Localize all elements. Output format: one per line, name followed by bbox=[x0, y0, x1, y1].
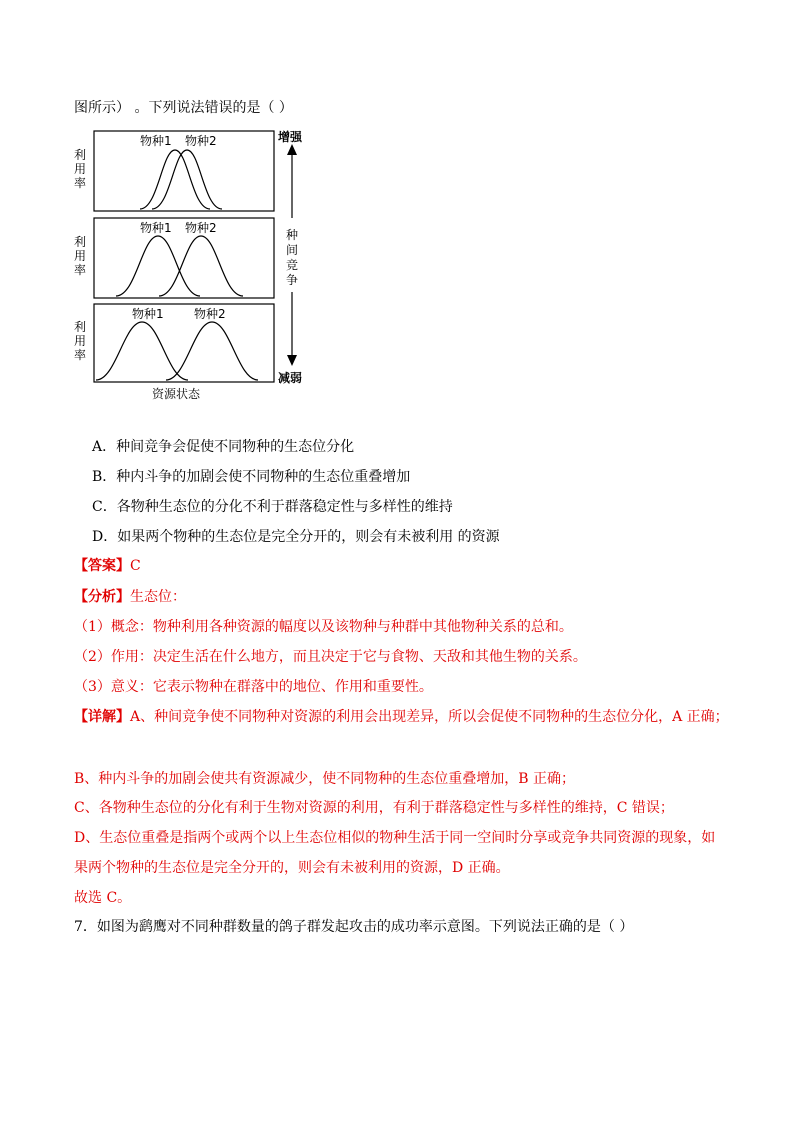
arrow-mid-label-1: 种 bbox=[286, 228, 299, 242]
panel-top-species2-label: 物种2 bbox=[185, 134, 217, 148]
answer-tag: 【答案】 bbox=[74, 558, 130, 574]
panel-top-species1-label: 物种1 bbox=[140, 134, 172, 148]
detail-a-text: A、种间竞争使不同物种对资源的利用会出现差异，所以会促使不同物种的生态位分化，A 正确； bbox=[130, 709, 729, 725]
detail-line-b: B、种内斗争的加剧会使共有资源减少，使不同物种的生态位重叠增加，B 正确； bbox=[74, 771, 576, 787]
panel-top-species1-curve bbox=[140, 150, 210, 209]
ylabel-top-2: 用 bbox=[74, 162, 87, 176]
arrow-down-icon bbox=[287, 355, 297, 366]
detail-conclusion: 故选 C。 bbox=[74, 890, 132, 906]
arrow-mid-label-3: 竞 bbox=[286, 258, 299, 272]
panel-mid-species1-label: 物种1 bbox=[140, 221, 172, 235]
panel-bot-species2-label: 物种2 bbox=[194, 307, 226, 321]
panel-bot-species2-curve bbox=[166, 322, 258, 380]
detail-line-d1: D、生态位重叠是指两个或两个以上生态位相似的物种生活于同一空间时分享或竞争共同资源的现象，如 bbox=[74, 830, 716, 846]
analysis-line bbox=[74, 588, 186, 606]
analysis-point-2: （2）作用：决定生活在什么地方，而且决定于它与食物、天敌和其他生物的关系。 bbox=[74, 649, 587, 665]
panel-middle bbox=[94, 218, 274, 298]
ylabel-bot-3: 率 bbox=[74, 348, 87, 362]
arrow-bottom-label: 减弱 bbox=[278, 371, 303, 385]
ylabel-top-1: 利 bbox=[74, 148, 87, 162]
ylabel-mid-2: 用 bbox=[74, 249, 87, 263]
option-c: C．各物种生态位的分化不利于群落稳定性与多样性的维持 bbox=[92, 499, 453, 515]
ylabel-top-3: 率 bbox=[74, 176, 87, 190]
panel-mid-species2-curve bbox=[159, 236, 243, 296]
panel-bottom bbox=[94, 304, 274, 382]
panel-top bbox=[94, 131, 274, 211]
panel-bot-species1-curve bbox=[96, 322, 188, 380]
panel-mid-species2-label: 物种2 bbox=[185, 221, 217, 235]
arrow-mid-label-4: 争 bbox=[286, 273, 299, 287]
analysis-point-1: （1）概念：物种利用各种资源的幅度以及该物种与种群中其他物种关系的总和。 bbox=[74, 619, 573, 635]
panel-mid-species1-curve bbox=[116, 236, 200, 296]
panel-bot-species1-label: 物种1 bbox=[132, 307, 164, 321]
option-d: D．如果两个物种的生态位是完全分开的，则会有未被利用 的资源 bbox=[92, 529, 500, 545]
arrow-up-icon bbox=[287, 144, 297, 155]
answer-value: C bbox=[130, 558, 141, 574]
analysis-tag: 【分析】 bbox=[74, 589, 130, 605]
option-a: A．种间竞争会促使不同物种的生态位分化 bbox=[92, 439, 355, 455]
analysis-text: 生态位： bbox=[130, 589, 186, 605]
option-b: B．种内斗争的加剧会使不同物种的生态位重叠增加 bbox=[92, 469, 411, 485]
detail-tag: 【详解】 bbox=[74, 709, 130, 725]
ylabel-mid-3: 率 bbox=[74, 263, 87, 277]
analysis-point-3: （3）意义：它表示物种在群落中的地位、作用和重要性。 bbox=[74, 679, 433, 695]
next-question: 7．如图为鹞鹰对不同种群数量的鸽子群发起攻击的成功率示意图。下列说法正确的是（ ） bbox=[74, 919, 634, 935]
answer-line bbox=[74, 557, 141, 575]
xlabel: 资源状态 bbox=[152, 387, 201, 401]
ylabel-bot-1: 利 bbox=[74, 320, 87, 334]
detail-line-d2: 果两个物种的生态位是完全分开的，则会有未被利用的资源，D 正确。 bbox=[74, 860, 510, 876]
arrow-top-label: 增强 bbox=[278, 130, 303, 144]
question-intro: 图所示） 。下列说法错误的是（ ） bbox=[74, 100, 293, 116]
ylabel-bot-2: 用 bbox=[74, 334, 87, 348]
panel-top-species2-curve bbox=[152, 150, 222, 209]
ylabel-mid-1: 利 bbox=[74, 235, 87, 249]
niche-overlap-figure bbox=[70, 126, 315, 408]
arrow-mid-label-2: 间 bbox=[286, 243, 299, 257]
detail-line-c: C、各物种生态位的分化有利于生物对资源的利用，有利于群落稳定性与多样性的维持，C 错误； bbox=[74, 800, 674, 816]
detail-line-a bbox=[74, 708, 729, 726]
